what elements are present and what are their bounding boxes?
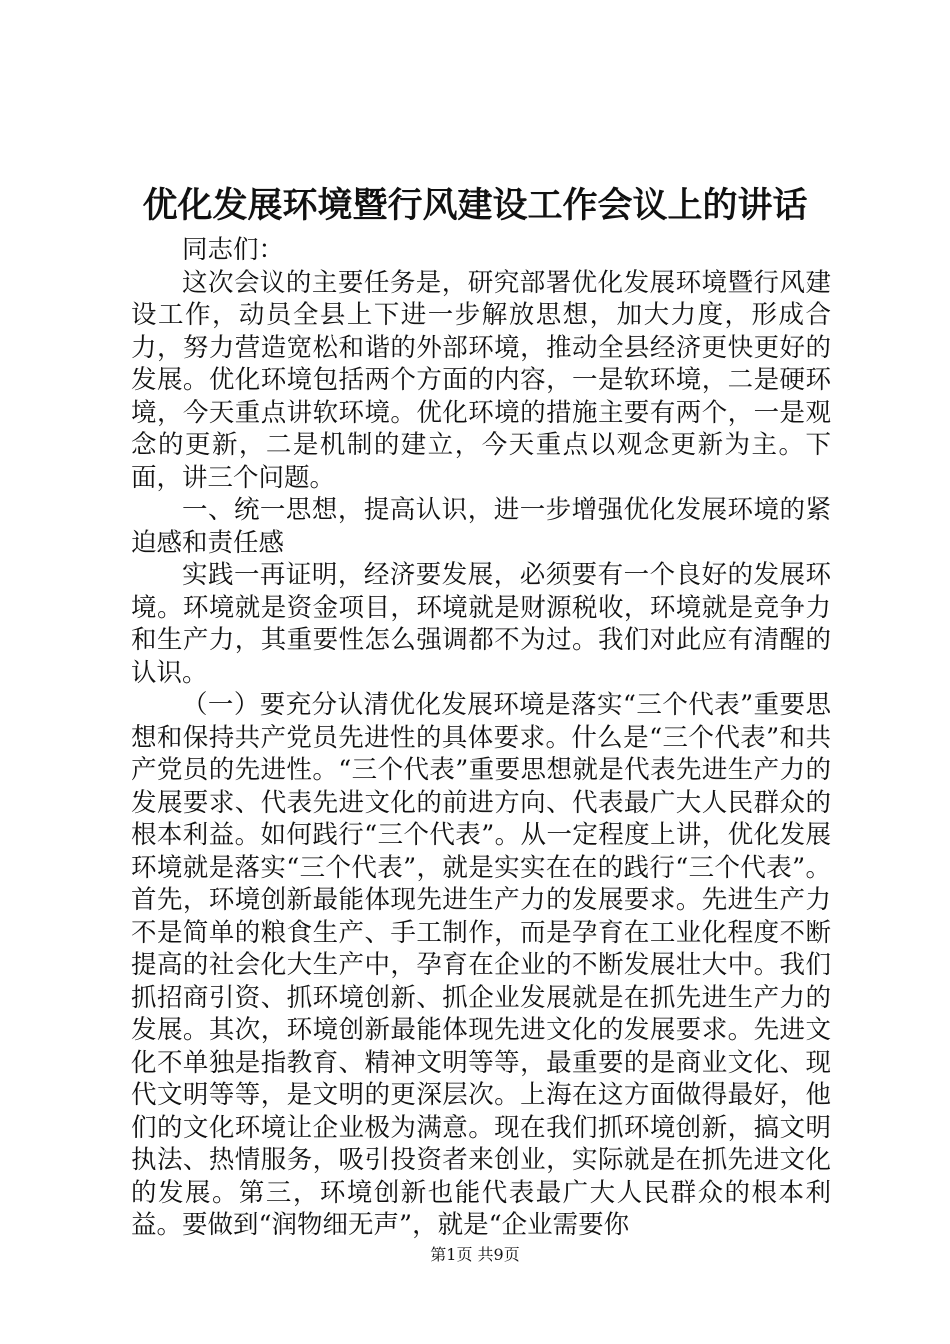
section-heading: 一、统一思想，提高认识，进一步增强优化发展环境的紧迫感和责任感 xyxy=(131,495,831,558)
document-body xyxy=(131,234,831,1242)
paragraph-point-one: （一）要充分认清优化发展环境是落实“三个代表”重要思想和保持共产党员先进性的具体要求。什么是“三个代表”和共产党员的先进性。“三个代表”重要思想就是代表先进生产力的发展要求、代表先进文化的前进方向、代表最广大人民群众的根本利益。如何践行“三个代表”。从一定程度上讲，优化发展环境就是落实“三个代表”，就是实实在在的践行“三个代表”。首先，环境创新最能体现先进生产力的发展要求。先进生产力不是简单的粮食生产、手工制作，而是孕育在工业化程度不断提高的社会化大生产中，孕育在企业的不断发展壮大中。我们抓招商引资、抓环境创新、抓企业发展就是在抓先进生产力的发展。其次，环境创新最能体现先进文化的发展要求。先进文化不单独是指教育、精神文明等等，最重要的是商业文化、现代文明等等，是文明的更深层次。上海在这方面做得最好，他们的文化环境让企业极为满意。现在我们抓环境创新，搞文明执法、热情服务，吸引投资者来创业，实际就是在抓先进文化的发展。第三，环境创新也能代表最广大人民群众的根本利益。要做到“润物细无声”，就是“企业需要你 xyxy=(131,690,831,1240)
paragraph-intro: 这次会议的主要任务是，研究部署优化发展环境暨行风建设工作，动员全县上下进一步解放思想，加大力度，形成合力，努力营造宽松和谐的外部环境，推动全县经济更快更好的发展。优化环境包括两个方面的内容，一是软环境，二是硬环境，今天重点讲软环境。优化环境的措施主要有两个，一是观念的更新，二是机制的建立，今天重点以观念更新为主。下面，讲三个问题。 xyxy=(131,267,831,493)
paragraph-salutation: 同志们： xyxy=(182,235,285,265)
paragraph-practice: 实践一再证明，经济要发展，必须要有一个良好的发展环境。环境就是资金项目，环境就是财源税收，环境就是竞争力和生产力，其重要性怎么强调都不为过。我们对此应有清醒的认识。 xyxy=(131,560,831,688)
page-number-footer: 第1页 共9页 xyxy=(430,1245,520,1264)
document-title: 优化发展环境暨行风建设工作会议上的讲话 xyxy=(142,185,808,226)
